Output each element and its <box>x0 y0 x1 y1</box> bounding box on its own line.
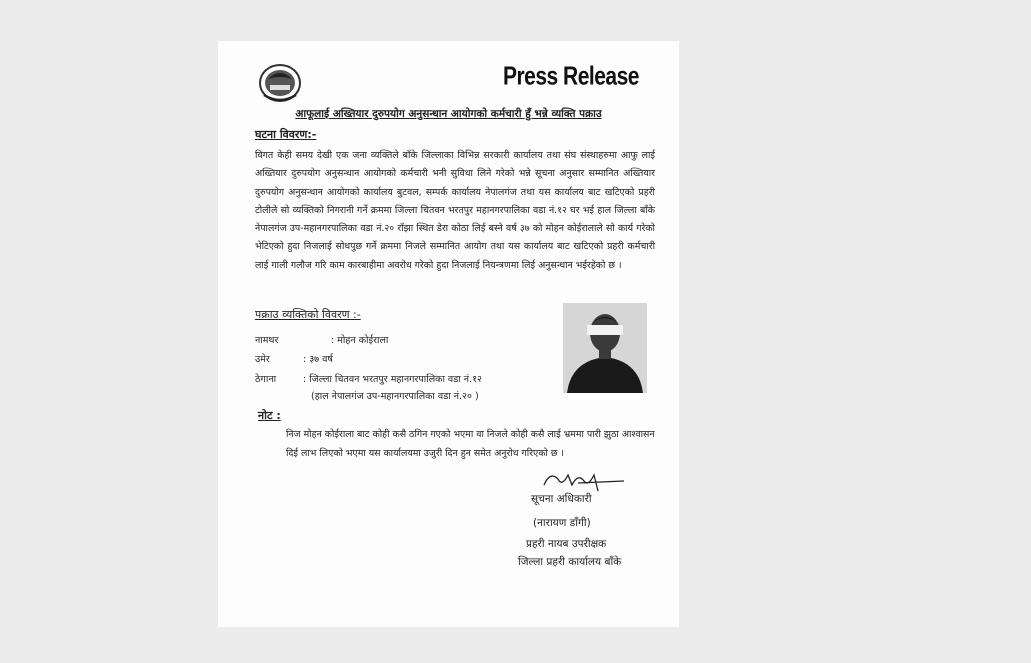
age-row <box>255 352 333 365</box>
signatory-name: (नारायण डाँगी) <box>533 517 591 529</box>
press-release-title: Press Release <box>503 62 639 91</box>
nepal-emblem-logo <box>258 61 302 103</box>
address-label: ठेगाना <box>255 374 277 385</box>
signatory-office: जिल्ला प्रहरी कार्यालय बाँके <box>518 556 622 568</box>
incident-description: विगत केही समय देखी एक जना व्यक्तिले बाँके जिल्लाका विभिन्न सरकारी कार्यालय तथा संघ संस्थाहरुमा आफु लाई अख्तियार दुरुपयोग अनुसन्धान आयोगको कर्मचारी भनी सुविधा लिने गरेको भन्ने सूचना अनुसार सम्मानित अख्तियार दुरुपयोग अनुसन्धान आयोगको कार्यालय बुटवल, सम्पर्क कार्यालय नेपालगंज तथा यस कार्यालय बाट खटिएको प्रहरी टोलीले सो व्यक्तिको निगरानी गर्ने क्रममा जिल्ला चितवन भरतपुर महानगरपालिका वडा नं.१२ घर भई हाल जिल्ला बाँके नेपालगंज उप-महानगरपालिका वडा नं.२० राँझा स्थित डेरा कोठा लिई बस्ने वर्ष ३७ को मोहन कोईरालाले सो कार्य गरेको भेटिएको हुदा निजलाई सोधपुछ गर्ने क्रममा निजले सम्मानित आयोग तथा यस कार्यालय बाट खटिएको प्रहरी कर्मचारी लाई गाली गलौज गरि काम कारबाहीमा अवरोध गरेको हुदा निजलाई नियन्त्रणमा लिई अनुसन्धान भईरहेको छ । <box>255 150 655 271</box>
suspect-silhouette <box>563 303 647 393</box>
name-value: : मोहन कोईराला <box>331 335 389 346</box>
officer-signature <box>538 465 628 495</box>
note-heading: नोट : <box>258 409 281 422</box>
press-release-document <box>218 41 679 627</box>
suspect-photo <box>563 303 647 393</box>
name-label: नामथर <box>255 335 279 346</box>
age-label: उमेर <box>255 354 270 365</box>
address-row <box>255 372 482 385</box>
address-current: (हाल नेपालगंज उप-महानगरपालिका वडा नं.२० ) <box>311 391 479 402</box>
note-text: निज मोहन कोईराला बाट कोही कसै ठगिन गएको भएमा वा निजले कोही कसै लाई भ्रममा पारी झुठा आश्वासन दिई लाभ लिएको भएमा यस कार्यालयमा उजुरी दिन हुन समेत अनुरोध गरिएको छ । <box>286 429 655 459</box>
arrested-person-heading: पक्राउ व्यक्तिको विवरण :- <box>255 308 361 321</box>
document-subject: आफूलाई अख्तियार दुरुपयोग अनुसन्धान आयोगको कर्मचारी हुँ भन्ने व्यक्ति पक्राउ <box>295 108 602 120</box>
face-blur-bar <box>587 325 623 335</box>
incident-heading: घटना विवरण:- <box>255 128 317 141</box>
address-value: : जिल्ला चितवन भरतपुर महानगरपालिका वडा नं.१२ <box>303 374 482 385</box>
signatory-rank: प्रहरी नायब उपरीक्षक <box>526 538 607 550</box>
name-row <box>255 333 388 346</box>
age-value: : ३७ वर्ष <box>303 354 333 365</box>
signatory-title: सूचना अधिकारी <box>531 493 592 505</box>
